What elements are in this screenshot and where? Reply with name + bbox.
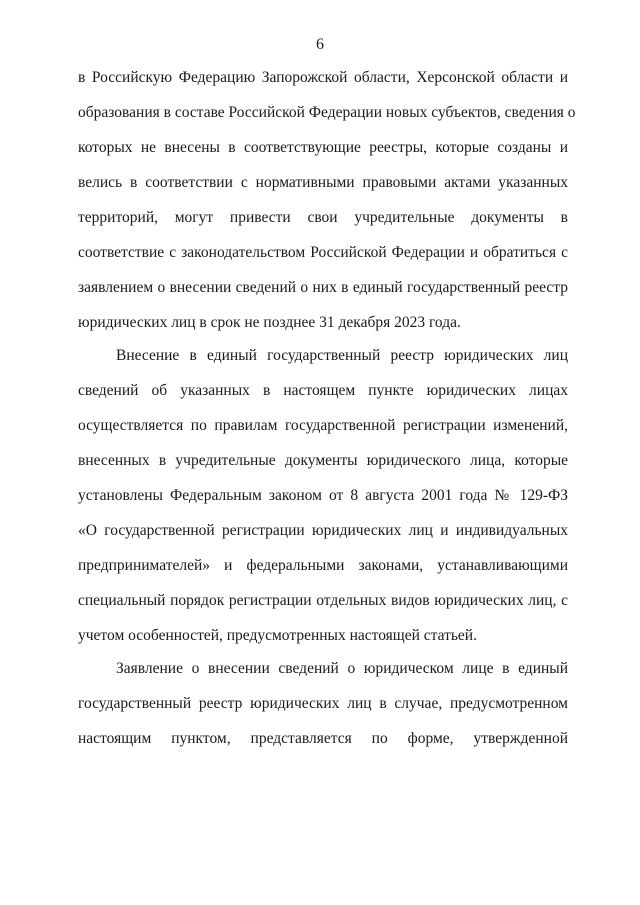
text-line: в Российскую Федерацию Запорожской области, Херсонской области и	[78, 69, 568, 86]
text-line: которых не внесены в соответствующие реестры, которые созданы и	[78, 139, 568, 156]
text-line: Заявление о внесении сведений о юридическом лице в единый	[116, 660, 568, 677]
text-line: настоящим пунктом, представляется по форме, утвержденной	[78, 730, 568, 747]
text-line: велись в соответствии с нормативными правовыми актами указанных	[78, 174, 568, 191]
text-line: юридических лиц в срок не позднее 31 декабря 2023 года.	[78, 314, 461, 331]
text-line: соответствие с законодательством Российской Федерации и обратиться с	[78, 244, 568, 261]
text-line: заявлением о внесении сведений о них в единый государственный реестр	[78, 279, 568, 296]
text-line: осуществляется по правилам государственной регистрации изменений,	[78, 417, 568, 434]
text-line: образования в составе Российской Федерации новых субъектов, сведения о	[78, 104, 576, 121]
page-number: 6	[316, 36, 324, 53]
text-line: государственный реестр юридических лиц в случае, предусмотренном	[78, 695, 568, 712]
text-line: предпринимателей» и федеральными законами, устанавливающими	[78, 557, 568, 574]
text-line: сведений об указанных в настоящем пункте юридических лицах	[78, 382, 568, 399]
text-line: учетом особенностей, предусмотренных настоящей статьей.	[78, 627, 477, 644]
text-line: «О государственной регистрации юридических лиц и индивидуальных	[78, 522, 568, 539]
text-line: территорий, могут привести свои учредительные документы в	[78, 209, 568, 226]
text-line: внесенных в учредительные документы юридического лица, которые	[78, 452, 568, 469]
text-line: специальный порядок регистрации отдельных видов юридических лиц, с	[78, 592, 568, 609]
text-line: установлены Федеральным законом от 8 августа 2001 года № 129-ФЗ	[78, 487, 568, 504]
text-line: Внесение в единый государственный реестр юридических лиц	[116, 347, 568, 364]
